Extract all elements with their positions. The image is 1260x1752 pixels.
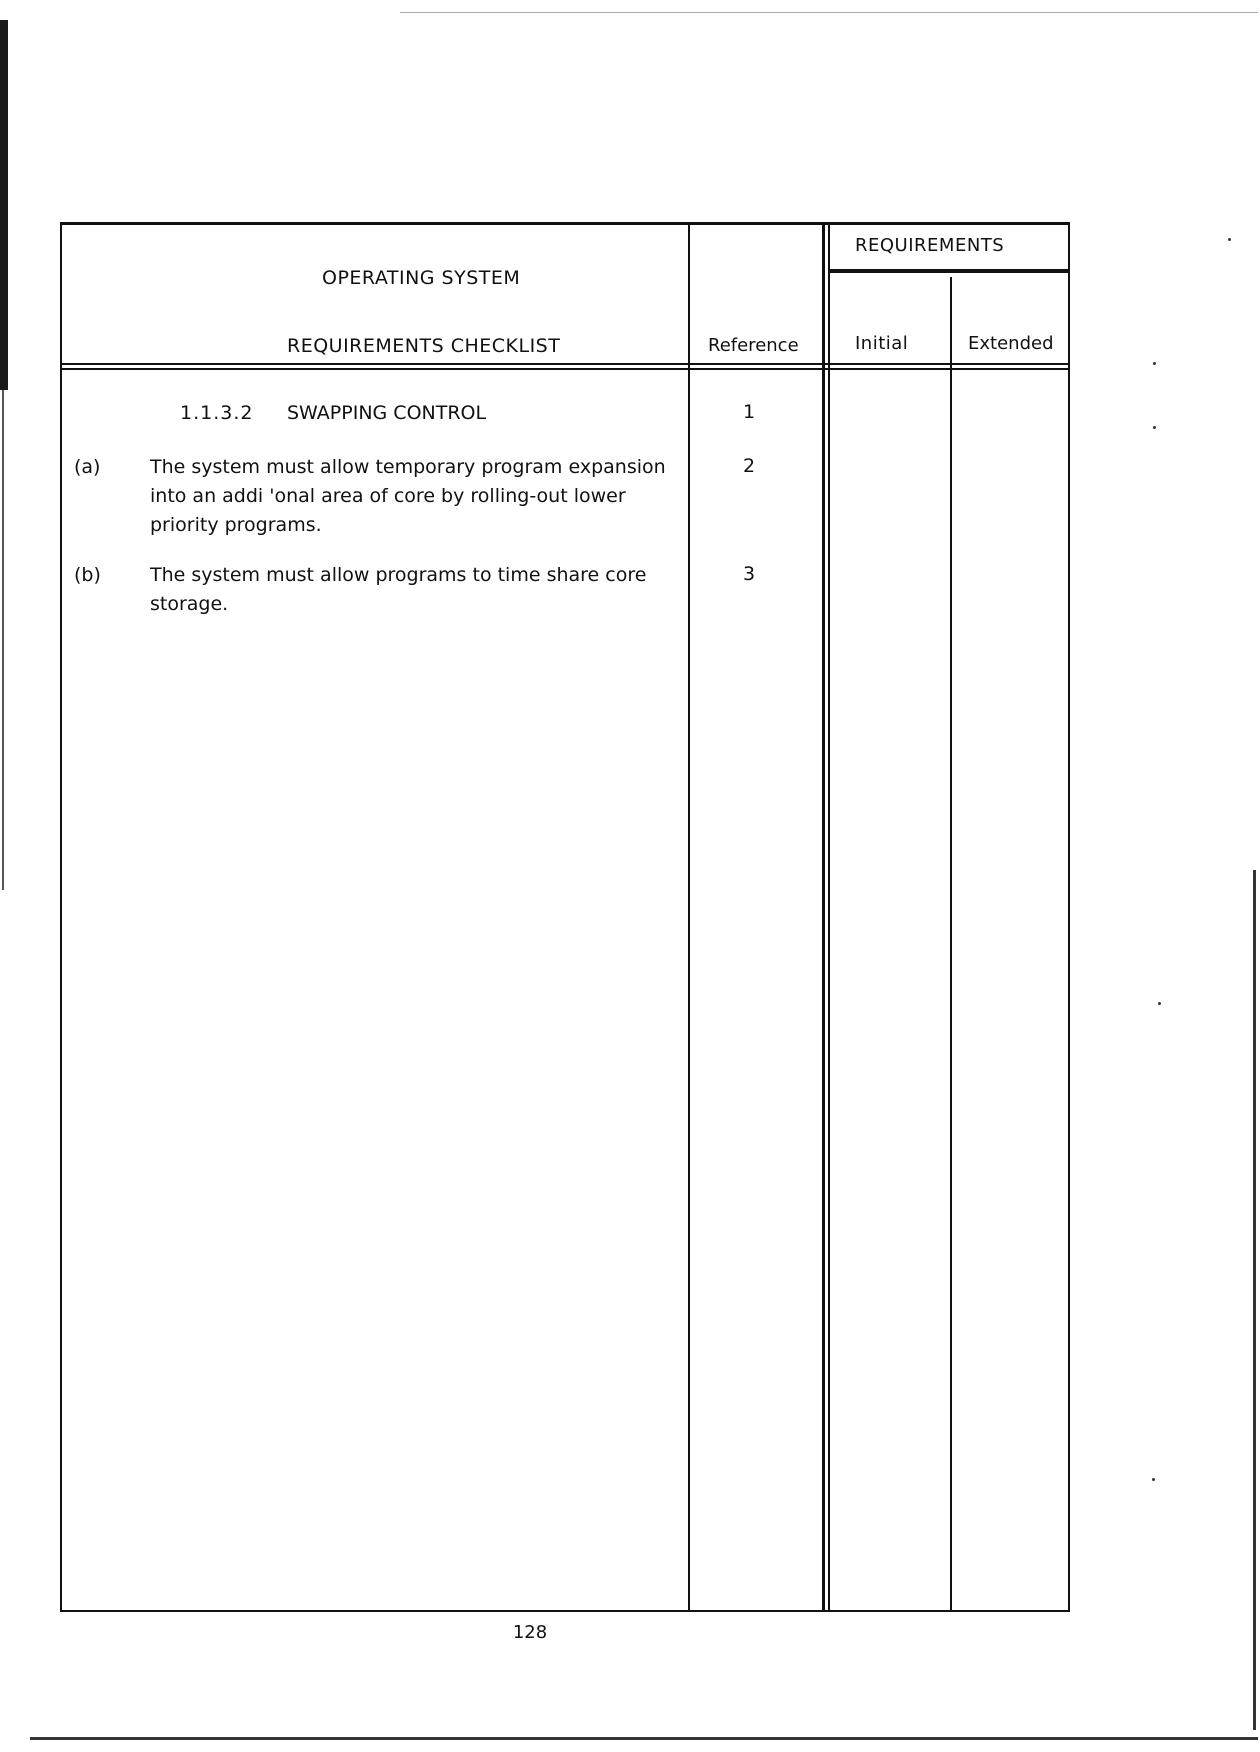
item-text: The system must allow programs to time share core storage.: [150, 564, 647, 615]
scan-speck: [1152, 1478, 1155, 1481]
scan-edge-right: [1253, 870, 1256, 1730]
scan-speck: [1153, 426, 1156, 429]
scan-edge-left-faint: [2, 390, 4, 890]
page-number: 128: [512, 1622, 548, 1643]
scan-edge-top: [400, 12, 1258, 13]
scan-speck: [1153, 362, 1156, 365]
item-text: The system must allow temporary program expansion into an addi 'onal area of core by rolling-out lower priority programs.: [150, 456, 666, 536]
reference-column-header: Reference: [708, 335, 799, 356]
section-title: SWAPPING CONTROL: [287, 402, 487, 424]
item-label: (a): [74, 456, 101, 478]
scan-edge-bottom: [30, 1737, 1258, 1740]
reference-column-rule: [688, 225, 690, 1610]
extended-column-header: Extended: [968, 333, 1054, 354]
extended-column-rule: [950, 277, 952, 1610]
item-reference: 2: [742, 455, 756, 477]
scan-edge-left: [0, 20, 8, 390]
scan-speck: [1228, 238, 1231, 241]
requirements-column-header: REQUIREMENTS: [855, 235, 1005, 256]
requirements-column-rule: [822, 225, 825, 1610]
item-reference: 3: [742, 563, 756, 585]
item-label: (b): [74, 564, 101, 586]
requirements-header-rule: [828, 269, 1068, 273]
header-rule-double: [62, 368, 1068, 370]
initial-column-header: Initial: [855, 333, 909, 354]
section-number: 1.1.3.2: [180, 402, 254, 424]
header-rule: [62, 363, 1068, 365]
scan-speck: [1158, 1002, 1161, 1005]
section-reference: 1: [742, 401, 756, 423]
table-title-line1: OPERATING SYSTEM: [322, 267, 521, 289]
table-title-line2: REQUIREMENTS CHECKLIST: [287, 335, 561, 357]
requirements-column-rule-double: [828, 225, 830, 1610]
checklist-table: [60, 222, 1070, 1612]
